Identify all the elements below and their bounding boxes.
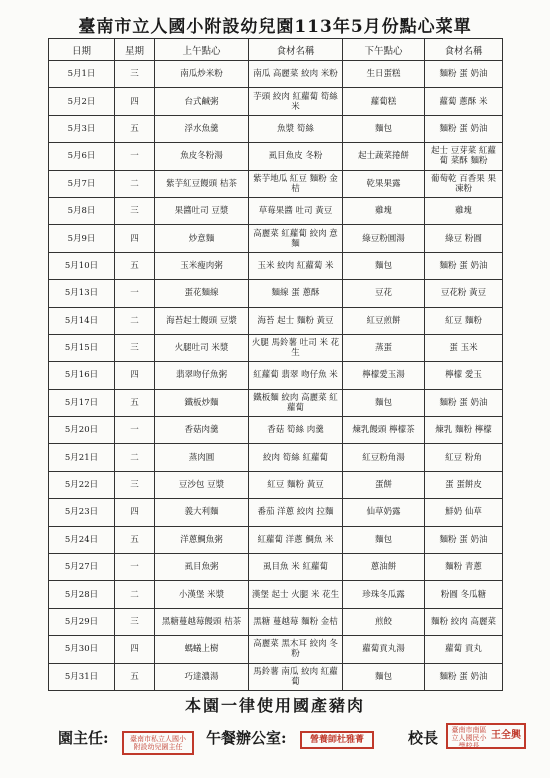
cell-pm-snack: 紅豆煎餅 [343, 307, 425, 334]
cell-am-ingredients: 玉米 絞肉 紅蘿蔔 米 [249, 252, 343, 279]
cell-am-snack: 鐵板炒麵 [155, 389, 249, 416]
principal-label: 校長 [408, 729, 439, 747]
cell-am-ingredients: 虱目魚 米 紅蘿蔔 [249, 554, 343, 581]
table-row [49, 197, 503, 224]
cell-pm-ingredients: 檸檬 愛玉 [425, 362, 503, 389]
cell-date: 5月10日 [49, 252, 115, 279]
cell-date: 5月22日 [49, 471, 115, 498]
cell-am-ingredients: 紅豆 麵粉 黃豆 [249, 471, 343, 498]
cell-date: 5月28日 [49, 581, 115, 608]
cell-date: 5月20日 [49, 417, 115, 444]
cell-date: 5月30日 [49, 636, 115, 663]
cell-pm-snack: 麵包 [343, 389, 425, 416]
cell-am-snack: 海苔起士饅頭 豆漿 [155, 307, 249, 334]
cell-pm-ingredients: 麵粉 蛋 奶油 [425, 663, 503, 690]
cell-am-ingredients: 黑糖 蔓越莓 麵粉 金桔 [249, 608, 343, 635]
signature-row [0, 721, 550, 761]
cell-am-ingredients: 魚漿 筍絲 [249, 115, 343, 142]
cell-am-ingredients: 紅蘿蔔 洋蔥 鯛魚 米 [249, 526, 343, 553]
cell-pm-snack: 蛋餅 [343, 471, 425, 498]
cell-am-ingredients: 高麗菜 黑木耳 絞肉 冬粉 [249, 636, 343, 663]
cell-am-ingredients: 馬鈴薯 南瓜 絞肉 紅蘿蔔 [249, 663, 343, 690]
cell-date: 5月3日 [49, 115, 115, 142]
cell-pm-snack: 麵包 [343, 252, 425, 279]
table-row [49, 334, 503, 361]
cell-pm-ingredients: 麵粉 蛋 奶油 [425, 389, 503, 416]
table-row [49, 608, 503, 635]
cell-date: 5月6日 [49, 143, 115, 170]
table-header-row [49, 39, 503, 61]
cell-weekday: 五 [115, 389, 155, 416]
menu-table-body [49, 61, 503, 691]
cell-am-ingredients: 海苔 起士 麵粉 黃豆 [249, 307, 343, 334]
header-am-snack: 上午點心 [155, 39, 249, 61]
cell-weekday: 一 [115, 280, 155, 307]
cell-am-ingredients: 麵線 蛋 蔥酥 [249, 280, 343, 307]
pork-notice: 本園一律使用國產豬肉 [184, 696, 365, 715]
cell-weekday: 二 [115, 581, 155, 608]
cell-date: 5月7日 [49, 170, 115, 197]
table-row [49, 389, 503, 416]
cell-pm-ingredients: 麵粉 絞肉 高麗菜 [425, 608, 503, 635]
header-am-ingredients: 食材名稱 [249, 39, 343, 61]
cell-am-ingredients: 虱目魚皮 冬粉 [249, 143, 343, 170]
kitchen-office-label: 午餐辦公室: [206, 729, 287, 747]
cell-am-ingredients: 高麗菜 紅蘿蔔 絞肉 意麵 [249, 225, 343, 252]
table-row [49, 307, 503, 334]
table-row [49, 663, 503, 690]
cell-pm-ingredients: 蛋 蛋餅皮 [425, 471, 503, 498]
cell-am-snack: 小漢堡 米漿 [155, 581, 249, 608]
cell-weekday: 三 [115, 471, 155, 498]
cell-pm-ingredients: 綠豆 粉圓 [425, 225, 503, 252]
cell-weekday: 三 [115, 334, 155, 361]
cell-am-ingredients: 絞肉 筍絲 紅蘿蔔 [249, 444, 343, 471]
cell-am-snack: 香菇肉羹 [155, 417, 249, 444]
cell-am-snack: 紫芋紅豆饅頭 桔茶 [155, 170, 249, 197]
cell-weekday: 四 [115, 362, 155, 389]
cell-date: 5月14日 [49, 307, 115, 334]
table-row [49, 362, 503, 389]
cell-date: 5月31日 [49, 663, 115, 690]
cell-weekday: 一 [115, 417, 155, 444]
cell-pm-snack: 乾果果露 [343, 170, 425, 197]
cell-pm-snack: 蘿蔔貢丸湯 [343, 636, 425, 663]
cell-am-snack: 虱目魚粥 [155, 554, 249, 581]
cell-pm-ingredients: 鮮奶 仙草 [425, 499, 503, 526]
cell-pm-ingredients: 紅豆 粉角 [425, 444, 503, 471]
cell-am-snack: 蒸肉圓 [155, 444, 249, 471]
cell-weekday: 二 [115, 444, 155, 471]
cell-am-ingredients: 芋頭 絞肉 紅蘿蔔 筍絲 米 [249, 88, 343, 115]
cell-am-snack: 火腿吐司 米漿 [155, 334, 249, 361]
menu-table [48, 38, 503, 691]
cell-date: 5月13日 [49, 280, 115, 307]
cell-am-snack: 浮水魚羹 [155, 115, 249, 142]
cell-pm-snack: 麵包 [343, 526, 425, 553]
cell-pm-ingredients: 雞塊 [425, 197, 503, 224]
cell-pm-snack: 檸檬愛玉湯 [343, 362, 425, 389]
cell-am-snack: 南瓜炒米粉 [155, 61, 249, 88]
cell-pm-ingredients: 麵粉 蛋 奶油 [425, 252, 503, 279]
cell-pm-snack: 生日蛋糕 [343, 61, 425, 88]
table-row [49, 636, 503, 663]
cell-pm-ingredients: 蘿蔔 蔥酥 米 [425, 88, 503, 115]
table-row [49, 61, 503, 88]
header-pm-ingredients: 食材名稱 [425, 39, 503, 61]
table-row [49, 225, 503, 252]
cell-weekday: 二 [115, 170, 155, 197]
cell-pm-snack: 仙草奶露 [343, 499, 425, 526]
header-weekday: 星期 [115, 39, 155, 61]
cell-am-snack: 螞蟻上樹 [155, 636, 249, 663]
cell-pm-snack: 雞塊 [343, 197, 425, 224]
cell-weekday: 四 [115, 499, 155, 526]
cell-am-snack: 義大利麵 [155, 499, 249, 526]
cell-weekday: 一 [115, 554, 155, 581]
cell-pm-snack: 紅豆粉角湯 [343, 444, 425, 471]
cell-pm-snack: 豆花 [343, 280, 425, 307]
table-row [49, 526, 503, 553]
cell-weekday: 五 [115, 252, 155, 279]
cell-weekday: 四 [115, 225, 155, 252]
table-row [49, 280, 503, 307]
table-row [49, 417, 503, 444]
cell-date: 5月8日 [49, 197, 115, 224]
cell-weekday: 四 [115, 88, 155, 115]
cell-am-ingredients: 番茄 洋蔥 絞肉 拉麵 [249, 499, 343, 526]
cell-date: 5月27日 [49, 554, 115, 581]
cell-pm-ingredients: 蘿蔔 貢丸 [425, 636, 503, 663]
cell-weekday: 三 [115, 608, 155, 635]
cell-am-ingredients: 紫芋地瓜 紅豆 麵粉 金桔 [249, 170, 343, 197]
cell-date: 5月29日 [49, 608, 115, 635]
cell-am-ingredients: 香菇 筍絲 肉羹 [249, 417, 343, 444]
cell-pm-snack: 綠豆粉圓湯 [343, 225, 425, 252]
cell-am-snack: 魚皮冬粉湯 [155, 143, 249, 170]
cell-am-ingredients: 火腿 馬鈴薯 吐司 米 花生 [249, 334, 343, 361]
cell-date: 5月24日 [49, 526, 115, 553]
cell-weekday: 五 [115, 663, 155, 690]
cell-pm-ingredients: 麵粉 青蔥 [425, 554, 503, 581]
director-stamp: 臺南市私立人國小附設幼兒園主任 [122, 731, 194, 755]
principal-stamp-small-text: 臺南市南區立人國民小學校長 [451, 726, 487, 750]
cell-pm-ingredients: 麵粉 蛋 奶油 [425, 115, 503, 142]
cell-am-snack: 豆沙包 豆漿 [155, 471, 249, 498]
cell-date: 5月17日 [49, 389, 115, 416]
header-date: 日期 [49, 39, 115, 61]
cell-pm-snack: 珍珠冬瓜露 [343, 581, 425, 608]
cell-pm-snack: 煎餃 [343, 608, 425, 635]
cell-weekday: 五 [115, 526, 155, 553]
cell-am-snack: 炒意麵 [155, 225, 249, 252]
table-row [49, 252, 503, 279]
cell-weekday: 五 [115, 115, 155, 142]
page-title: 臺南市立人國小附設幼兒園113年5月份點心菜單 [78, 17, 472, 37]
director-label: 園主任: [58, 729, 109, 747]
cell-am-ingredients: 南瓜 高麗菜 絞肉 米粉 [249, 61, 343, 88]
cell-pm-ingredients: 煉乳 麵粉 檸檬 [425, 417, 503, 444]
cell-am-ingredients: 紅蘿蔔 翡翠 吻仔魚 米 [249, 362, 343, 389]
cell-am-ingredients: 漢堡 起士 火腿 米 花生 [249, 581, 343, 608]
cell-weekday: 三 [115, 61, 155, 88]
table-row [49, 444, 503, 471]
cell-pm-snack: 蔥油餅 [343, 554, 425, 581]
cell-pm-snack: 蘿蔔糕 [343, 88, 425, 115]
cell-pm-ingredients: 葡萄乾 百香果 果凍粉 [425, 170, 503, 197]
cell-pm-snack: 蒸蛋 [343, 334, 425, 361]
cell-pm-snack: 麵包 [343, 663, 425, 690]
table-row [49, 170, 503, 197]
cell-pm-ingredients: 麵粉 蛋 奶油 [425, 526, 503, 553]
cell-pm-ingredients: 蛋 玉米 [425, 334, 503, 361]
cell-weekday: 一 [115, 143, 155, 170]
cell-pm-ingredients: 起士 豆芽菜 紅蘿蔔 菜酥 麵粉 [425, 143, 503, 170]
cell-pm-ingredients: 麵粉 蛋 奶油 [425, 61, 503, 88]
cell-weekday: 四 [115, 636, 155, 663]
cell-date: 5月16日 [49, 362, 115, 389]
cell-am-snack: 台式鹹粥 [155, 88, 249, 115]
table-row [49, 143, 503, 170]
cell-am-snack: 玉米瘦肉粥 [155, 252, 249, 279]
principal-stamp-name: 王全興 [491, 730, 521, 741]
cell-am-snack: 巧達濃湯 [155, 663, 249, 690]
cell-date: 5月23日 [49, 499, 115, 526]
cell-pm-snack: 煉乳饅頭 檸檬茶 [343, 417, 425, 444]
cell-date: 5月2日 [49, 88, 115, 115]
cell-am-snack: 黑糖蔓越莓饅頭 桔茶 [155, 608, 249, 635]
cell-am-snack: 果醬吐司 豆漿 [155, 197, 249, 224]
kitchen-stamp: 營養師杜雅菁 [300, 731, 374, 749]
cell-am-snack: 蛋花麵線 [155, 280, 249, 307]
cell-pm-ingredients: 紅豆 麵粉 [425, 307, 503, 334]
cell-pm-ingredients: 豆花粉 黃豆 [425, 280, 503, 307]
principal-stamp [446, 723, 526, 749]
cell-pm-snack: 麵包 [343, 115, 425, 142]
table-row [49, 88, 503, 115]
cell-pm-ingredients: 粉圓 冬瓜糖 [425, 581, 503, 608]
cell-am-snack: 洋蔥鯛魚粥 [155, 526, 249, 553]
cell-date: 5月21日 [49, 444, 115, 471]
table-row [49, 115, 503, 142]
cell-date: 5月15日 [49, 334, 115, 361]
cell-am-ingredients: 草莓果醬 吐司 黃豆 [249, 197, 343, 224]
table-row [49, 554, 503, 581]
cell-am-ingredients: 鐵板麵 絞肉 高麗菜 紅蘿蔔 [249, 389, 343, 416]
header-pm-snack: 下午點心 [343, 39, 425, 61]
table-row [49, 471, 503, 498]
cell-date: 5月9日 [49, 225, 115, 252]
cell-date: 5月1日 [49, 61, 115, 88]
cell-weekday: 二 [115, 307, 155, 334]
cell-weekday: 三 [115, 197, 155, 224]
table-row [49, 499, 503, 526]
table-row [49, 581, 503, 608]
cell-am-snack: 翡翠吻仔魚粥 [155, 362, 249, 389]
cell-pm-snack: 起士蔬菜捲餅 [343, 143, 425, 170]
